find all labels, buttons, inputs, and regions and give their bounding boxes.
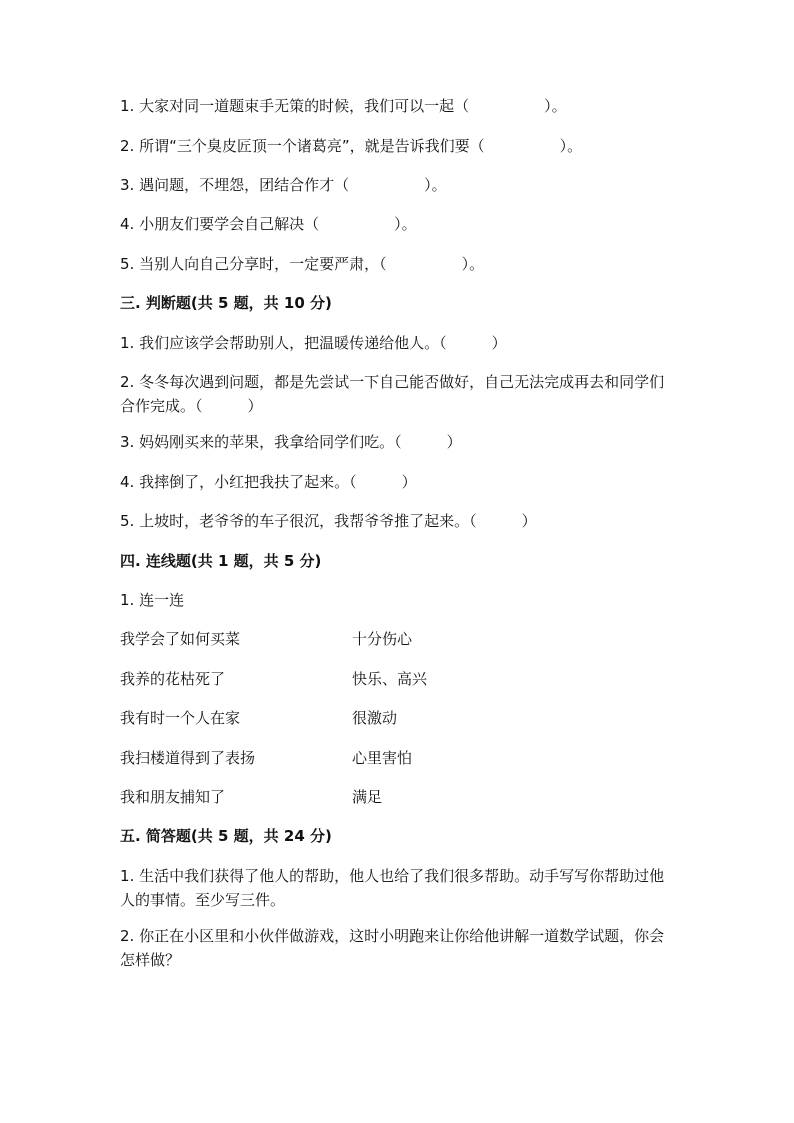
match-right-item-2: 快乐、高兴 bbox=[352, 670, 428, 688]
judge-question-2: 2. 冬冬每次遇到问题，都是先尝试一下自己能否做好，自己无法完成再去和同学们合作完成。（ ） bbox=[120, 373, 665, 415]
judge-question-4: 4. 我摔倒了，小红把我扶了起来。（ ） bbox=[120, 473, 417, 491]
short-answer-question-2: 2. 你正在小区里和小伙伴做游戏，这时小明跑来让你给他讲解一道数学试题，你会怎样做？ bbox=[120, 927, 665, 969]
fill-in-question-3: 3. 遇问题，不埋怨，团结合作才（ ）。 bbox=[120, 176, 447, 194]
match-left-item-5: 我和朋友捕知了 bbox=[120, 788, 226, 806]
match-right-item-3: 很激动 bbox=[352, 709, 398, 727]
judge-question-1: 1. 我们应该学会帮助别人，把温暖传递给他人。（ ） bbox=[120, 334, 507, 352]
match-left-item-3: 我有时一个人在家 bbox=[120, 709, 241, 727]
match-right-item-4: 心里害怕 bbox=[352, 749, 413, 767]
section-match-heading: 四. 连线题(共 1 题，共 5 分) bbox=[120, 552, 322, 570]
match-left-item-2: 我养的花枯死了 bbox=[120, 670, 226, 688]
match-right-item-1: 十分伤心 bbox=[352, 630, 413, 648]
fill-in-question-4: 4. 小朋友们要学会自己解决（ ）。 bbox=[120, 215, 417, 233]
judge-question-3: 3. 妈妈刚买来的苹果，我拿给同学们吃。（ ） bbox=[120, 433, 462, 451]
fill-in-question-1: 1. 大家对同一道题束手无策的时候，我们可以一起（ ）。 bbox=[120, 97, 567, 115]
judge-question-5: 5. 上坡时，老爷爷的车子很沉，我帮爷爷推了起来。（ ） bbox=[120, 512, 537, 530]
match-left-item-1: 我学会了如何买菜 bbox=[120, 630, 241, 648]
match-right-item-5: 满足 bbox=[352, 788, 383, 806]
fill-in-question-2: 2. 所谓“三个臭皮匠顶一个诸葛亮”，就是告诉我们要（ ）。 bbox=[120, 137, 583, 155]
match-question: 1. 连一连 bbox=[120, 591, 185, 609]
match-left-item-4: 我扫楼道得到了表扬 bbox=[120, 749, 256, 767]
fill-in-question-5: 5. 当别人向自己分享时，一定要严肃，（ ）。 bbox=[120, 255, 485, 273]
short-answer-question-1: 1. 生活中我们获得了他人的帮助，他人也给了我们很多帮助。动手写写你帮助过他人的事情。至少写三件。 bbox=[120, 867, 665, 909]
section-judge-heading: 三. 判断题(共 5 题，共 10 分) bbox=[120, 294, 332, 312]
section-short-answer-heading: 五. 简答题(共 5 题，共 24 分) bbox=[120, 827, 332, 845]
